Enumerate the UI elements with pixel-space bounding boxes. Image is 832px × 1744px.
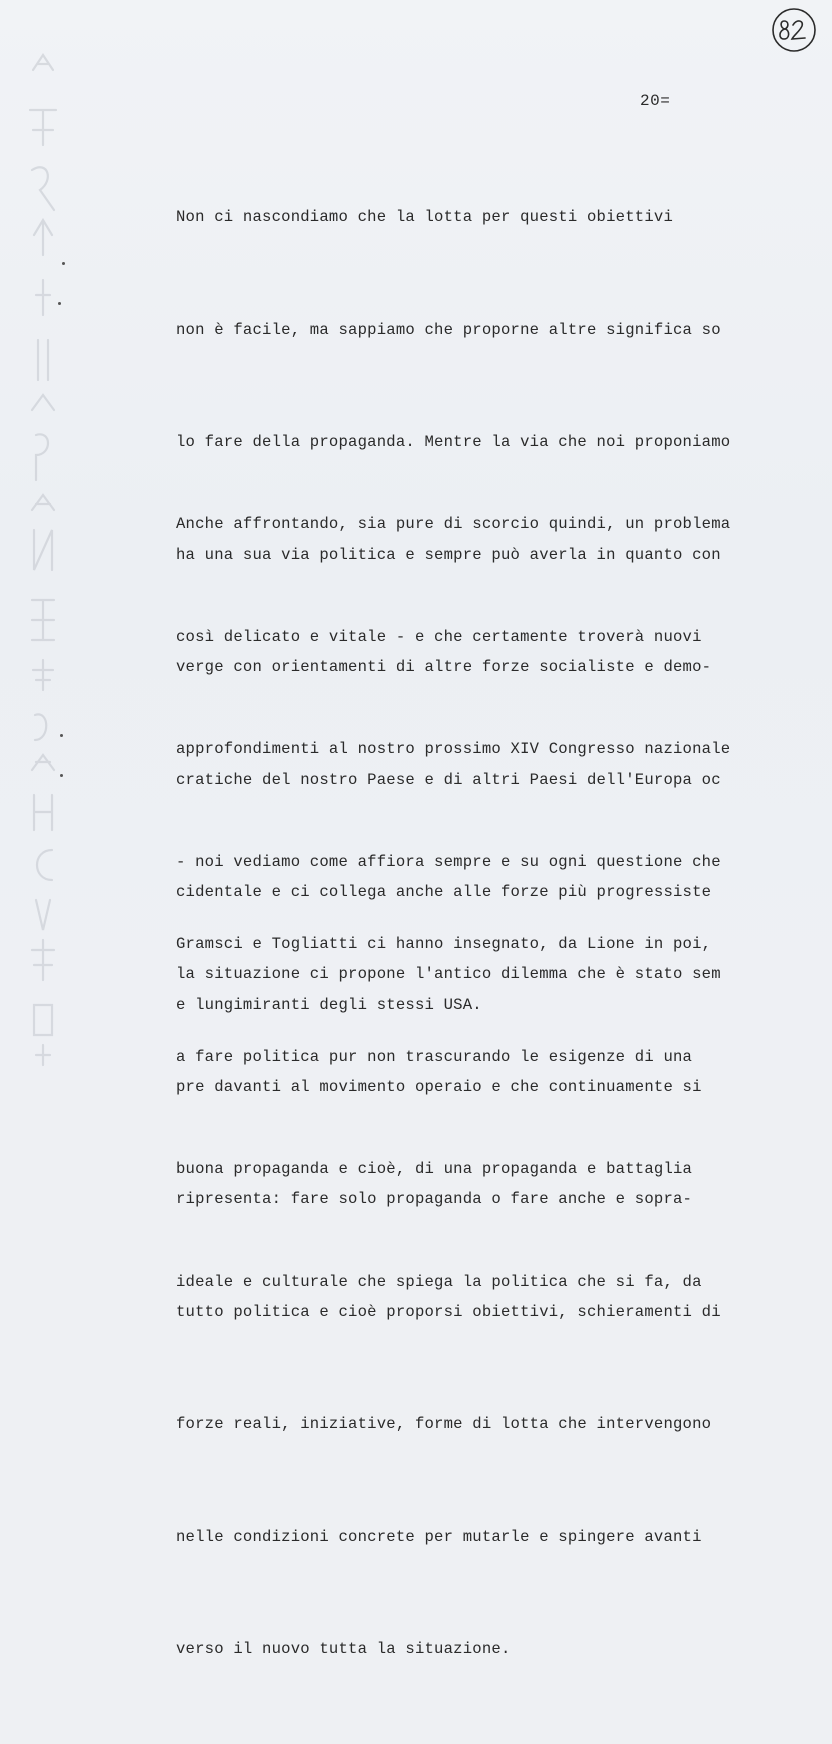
handwritten-number-stamp-icon: [770, 6, 818, 54]
text-line: approfondimenti al nostro prossimo XIV Congresso nazionale: [176, 740, 731, 758]
text-line: ha una sua via politica e sempre può averla in quanto con: [176, 545, 721, 564]
margin-mark: [62, 262, 65, 265]
text-line: forze reali, iniziative, forme di lotta che intervengono: [176, 1415, 712, 1433]
text-line: buona propaganda e cioè, di una propaganda e battaglia: [176, 1160, 693, 1178]
text-line: nelle condizioni concrete per mutarle e spingere avanti: [176, 1527, 702, 1546]
margin-mark: [60, 734, 63, 737]
text-line: cidentale e ci collega anche alle forze più progressiste: [176, 883, 712, 901]
watermark-glyphs-icon: [18, 50, 68, 1070]
text-line: verso il nuovo tutta la situazione.: [176, 1640, 511, 1658]
text-line: tutto politica e cioè proporsi obiettivi, schieramenti di: [176, 1302, 721, 1321]
text-line: Anche affrontando, sia pure di scorcio quindi, un problema: [176, 515, 731, 533]
vertical-watermark-strip: [18, 50, 68, 1070]
margin-mark: [60, 774, 63, 777]
page-stamp: [770, 6, 818, 54]
text-line: cratiche del nostro Paese e di altri Paesi dell'Europa oc: [176, 770, 721, 789]
text-line: lo fare della propaganda. Mentre la via che noi proponiamo: [176, 433, 731, 451]
text-line: verge con orientamenti di altre forze socialiste e demo-: [176, 658, 712, 676]
text-line: così delicato e vitale - e che certamente troverà nuovi: [176, 627, 702, 646]
text-line: non è facile, ma sappiamo che proporne altre significa so: [176, 320, 721, 339]
text-line: ideale e culturale che spiega la politica che si fa, da: [176, 1272, 702, 1291]
text-line: Non ci nascondiamo che la lotta per questi obiettivi: [176, 208, 674, 226]
text-line: Gramsci e Togliatti ci hanno insegnato, da Lione in poi,: [176, 935, 712, 953]
text-line: la situazione ci propone l'antico dilemma che è stato sem: [176, 965, 721, 983]
text-line: - noi vediamo come affiora sempre e su ogni questione che: [176, 852, 721, 871]
text-line: pre davanti al movimento operaio e che continuamente si: [176, 1077, 702, 1096]
paragraph-3: [176, 851, 736, 1376]
text-line: e lungimiranti degli stessi USA.: [176, 995, 482, 1014]
text-line: ripresenta: fare solo propaganda o fare anche e sopra-: [176, 1190, 693, 1208]
page-number: 20=: [640, 92, 671, 110]
text-line: a fare politica pur non trascurando le esigenze di una: [176, 1047, 693, 1066]
margin-mark: [58, 302, 61, 305]
